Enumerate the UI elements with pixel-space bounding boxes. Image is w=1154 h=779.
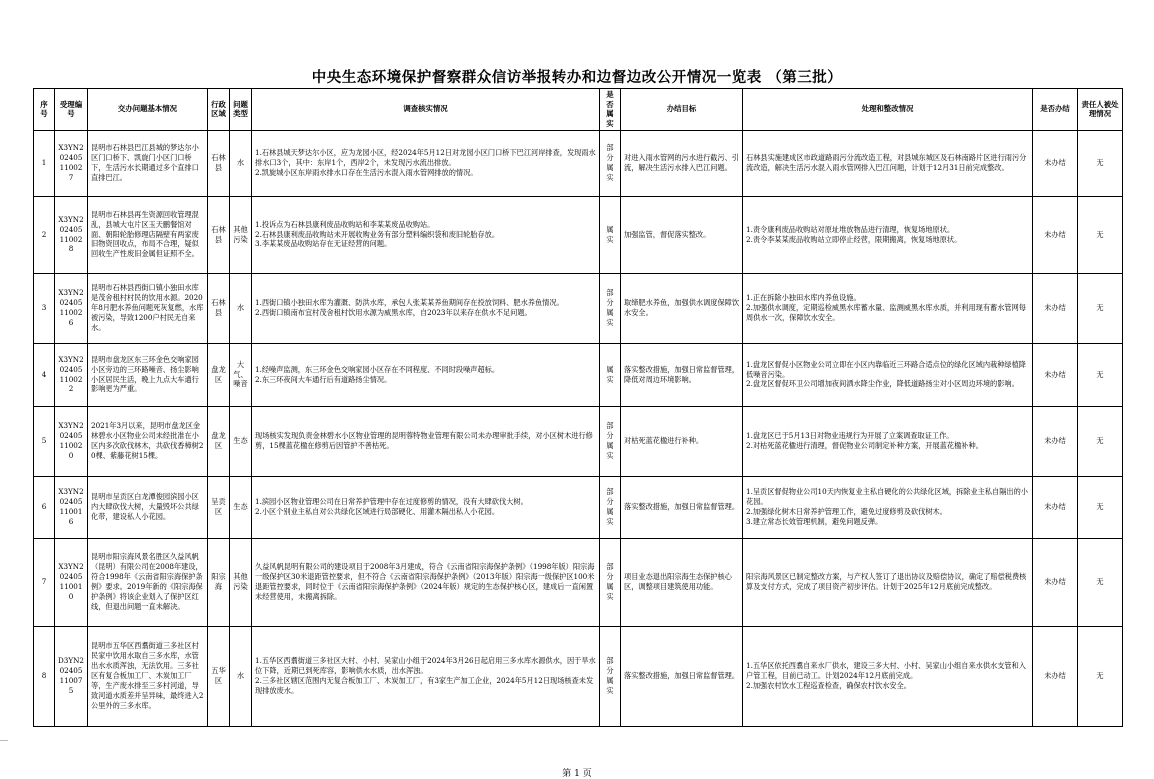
cell-investigation [252,130,600,196]
cell-region: 石林县 [208,273,230,343]
cell-goal: 对进入雨水管网的污水进行截污、引流，解决生活污水排入巴江问题。 [621,130,743,196]
cell-investigation-line: 1.滨园小区物业管理公司在日常养护管理中存在过度修剪的情况，没有大肆砍伐大树。 [255,497,528,507]
cell-handling-line: 2.对枯死蓝花楹进行清理，督促物业公司制定补种方案，开展蓝花楹补种。 [746,441,983,450]
cell-region: 盘龙区 [208,343,230,406]
cell-investigation-line: 现场核实发现负责金林碧水小区物业管理的昆明蓉特物业管理有限公司未办理审批手续，对小区树木进行修剪，15棵蓝花楹在修剪后因管护不善枯死。 [255,431,593,450]
cell-id: X3YN202405110022 [55,343,88,406]
table-row [34,406,1123,476]
cell-summary: 昆明市盘龙区东三环金色交响家园小区旁边的三环路噪音、扬尘影响小区居民生活，晚上九点大车通行影响更为严重。 [88,343,208,406]
cell-handling-line: 1.盘龙区已于5月13日对物业违规行为开展了立案调查取证工作。 [746,431,954,441]
cell-goal: 项目业态退出阳宗海生态保护核心区，调整项目建筑使用功能。 [621,538,743,626]
cell-handling-line: 2.盘龙区督促环卫公司增加夜间洒水降尘作业，降低道路扬尘对小区周边环境的影响。 [746,379,1019,389]
cell-region: 盘龙区 [208,406,230,476]
report-table [33,88,1123,727]
cell-no: 6 [34,476,55,538]
cell-verified: 部分属实 [600,406,621,476]
cell-id: X3YN202405110027 [55,130,88,196]
cell-investigation-line: 2.东三环夜间大车通行后有道路扬尘情况。 [255,374,392,384]
cell-handling-line: 3.建立常态长效管理机制，避免问题反弹。 [746,516,883,526]
cell-region: 五华区 [208,626,230,726]
header-no: 序号 [34,89,55,131]
cell-verified: 部分属实 [600,476,621,538]
cell-punished: 无 [1078,406,1123,476]
cell-closed: 未办结 [1033,406,1078,476]
cell-no: 8 [34,626,55,726]
cell-verified: 部分属实 [600,538,621,626]
header-goal: 办结目标 [621,89,743,131]
cell-summary: 昆明市石林县西街口镇小独田水库是茂舍租村村民的饮用水源。2020年8月肥水养鱼问题死灰复燃，水库被污染，导致1200户村民无自来水。 [88,273,208,343]
cell-goal: 落实整改措施，加强日常监督管理，降低对周边环境影响。 [621,343,743,406]
cell-punished: 无 [1078,538,1123,626]
cell-handling [743,196,1033,273]
cell-closed: 未办结 [1033,626,1078,726]
cell-goal: 加强监管，督促落实整改。 [621,196,743,273]
cell-no: 5 [34,406,55,476]
cell-investigation-line: 1.投诉点为石林县康利废品收购站和李某某废品收购站。 [255,219,435,229]
cell-handling [743,538,1033,626]
header-id: 受理编号 [55,89,88,131]
cell-punished: 无 [1078,130,1123,196]
cell-investigation [252,476,600,538]
edge-mark [0,740,8,741]
cell-punished: 无 [1078,196,1123,273]
cell-type: 生态 [230,476,252,538]
cell-type: 水 [230,626,252,726]
cell-id: X3YN202405110026 [55,273,88,343]
cell-investigation-line: 3.李某某废品收购站存在无证经营的问题。 [255,239,392,249]
cell-investigation-line: 2.西街口镇南布宜村茂舍租村饮用水源为威黑水库，自2023年以来存在供水不足问题。 [255,308,532,317]
cell-type: 其他污染 [230,196,252,273]
cell-no: 7 [34,538,55,626]
header-punished: 责任人被处理情况 [1078,89,1123,131]
table-row [34,273,1123,343]
cell-handling-line: 2.加强供水调度，定期巡检威黑水库蓄水量、监测威黑水库水质，并利用现有蓄水管网每周供水一次，保障饮水安全。 [746,303,1026,322]
cell-handling-line: 1.呈贡区督促物业公司10天内恢复业主私自硬化的公共绿化区域，拆除业主私自隔出的小花园。 [746,487,1028,507]
cell-investigation-line: 2.小区个别业主私自对公共绿化区域进行局部硬化、用灌木隔出私人小花园。 [255,507,500,516]
header-closed: 是否办结 [1033,89,1078,131]
cell-summary: 昆明市石林县巴江县城的梦达尔小区门口桥下、凯旋门小区门口桥下，生活污水长期通过多个直排口直排巴江。 [88,130,208,196]
header-region: 行政区域 [208,89,230,131]
cell-type: 生态 [230,406,252,476]
table-row [34,343,1123,406]
cell-summary: 昆明市阳宗海风景名胜区久益风帆（昆明）有限公司在2008年建设，符合1998年《云南省阳宗海保护条例》要求。2019年新的《阳宗海保护条例》将该企业划入了保护区红线，但退出问题一直未解决。 [88,538,208,626]
cell-summary: 昆明市五华区西翥街道三多社区村民家中饮用水取自三多水库，水管出水水质浑浊，无法饮用。三多社区有复合板加工厂、木炭加工厂等，生产废水排至三多村河道，导致河道水质差并呈异味，最终进入2公里外的三多水库。 [88,626,208,726]
cell-verified: 部分属实 [600,273,621,343]
cell-handling [743,343,1033,406]
cell-investigation-line: 1.五华区西翥街道三多社区大村、小村、吴家山小组于2024年3月26日起启用三多水库水源供水，因于旱水位下降，近期已到死库容，影响供水水质，出水浑浊。 [255,656,596,676]
cell-handling-line: 阳宗海风景区已制定整改方案，与产权人签订了退出协议及赔偿协议，确定了赔偿税费核算及支付方式，完成了项目资产初步评估。计划于2025年12月底前完成整改。 [746,572,1027,591]
cell-handling-line: 石林县实施建成区市政道路雨污分流改造工程，对县城东城区及石林南路片区进行雨污分流改造，解决生活污水混入雨水管网排入巴江问题，计划于12月31日前完成整改。 [746,153,1027,172]
cell-no: 4 [34,343,55,406]
cell-investigation [252,538,600,626]
header-investigation: 调查核实情况 [252,89,600,131]
cell-investigation [252,406,600,476]
cell-handling [743,406,1033,476]
table-row [34,538,1123,626]
cell-region: 呈贡区 [208,476,230,538]
cell-no: 2 [34,196,55,273]
cell-investigation [252,196,600,273]
cell-verified: 属实 [600,343,621,406]
cell-id: X3YN202405110020 [55,406,88,476]
cell-investigation-line: 1.石林县城天梦达尔小区，应为龙园小区，经2024年5月12日对龙园小区门口桥下巴江河岸排查，发现雨水排水口3个，其中：东岸1个，西岸2个，未发现污水流出排放。 [255,148,596,168]
cell-closed: 未办结 [1033,476,1078,538]
cell-closed: 未办结 [1033,538,1078,626]
cell-no: 3 [34,273,55,343]
page-title: 中央生态环境保护督察群众信访举报转办和边督边改公开情况一览表 （第三批） [311,69,843,86]
cell-type: 水 [230,130,252,196]
cell-investigation [252,273,600,343]
table-row [34,626,1123,726]
cell-investigation [252,626,600,726]
cell-investigation-line: 2.凯旋城小区东岸雨水排水口存在生活污水混入雨水管网排放的情况。 [255,167,478,177]
cell-punished: 无 [1078,626,1123,726]
cell-closed: 未办结 [1033,130,1078,196]
cell-closed: 未办结 [1033,273,1078,343]
cell-id: X3YN202405110016 [55,476,88,538]
cell-summary: 昆明市呈贡区白龙潭俊园滨园小区内大肆砍伐大树，大量毁坏公共绿化带，建设私人小花园。 [88,476,208,538]
table-row [34,476,1123,538]
cell-id: D3YN202405110075 [55,626,88,726]
cell-goal: 对枯死蓝花楹进行补种。 [621,406,743,476]
table-row [34,196,1123,273]
cell-closed: 未办结 [1033,343,1078,406]
cell-handling-line: 2.责令李某某废品收购站立即停止经营，限期搬离，恢复场地原状。 [746,234,962,244]
cell-handling-line: 2.加强绿化树木日常养护管理工作，避免过度修剪及砍伐树木。 [746,507,947,516]
cell-punished: 无 [1078,343,1123,406]
header-type: 问题类型 [230,89,252,131]
cell-goal: 落实整改措施，加强日常监督管理。 [621,626,743,726]
cell-investigation-line: 1.经噪声监测，东三环金色交响家园小区存在不同程度、不同时段噪声超标。 [255,364,500,374]
cell-handling [743,476,1033,538]
cell-verified: 部分属实 [600,130,621,196]
cell-punished: 无 [1078,273,1123,343]
cell-region: 阳宗海 [208,538,230,626]
cell-type: 水 [230,273,252,343]
cell-handling-line: 1.正在拆除小独田水库内养鱼设施。 [746,293,861,303]
cell-goal: 落实整改措施，加强日常监督管理。 [621,476,743,538]
cell-handling-line: 2.加强农村饮水工程巡查检查，确保农村饮水安全。 [746,680,911,690]
cell-handling [743,626,1033,726]
header-verified: 是否属实 [600,89,621,131]
cell-handling-line: 1.五华区依托西翥自来水厂供水，建设三多大村、小村、吴家山小组自来水供水支管和入户管工程，目前已动工。计划2024年12月底前完成。 [746,661,1026,681]
page-number: 第 1 页 [562,769,592,779]
cell-id: X3YN202405110028 [55,196,88,273]
cell-investigation [252,343,600,406]
table-header-row [34,89,1123,131]
cell-handling [743,273,1033,343]
cell-summary: 2021年3月以来，昆明市盘龙区金林碧水小区物业公司未经批准在小区内多次砍伐林木，共砍伐香樟树20棵、紫藤花树15棵。 [88,406,208,476]
table-row [34,130,1123,196]
cell-handling-line: 1.责令康利废品收购站对原址堆放物品进行清理，恢复场地原状。 [746,224,955,234]
cell-handling [743,130,1033,196]
cell-id: X3YN202405110010 [55,538,88,626]
cell-no: 1 [34,130,55,196]
cell-handling-line: 1.盘龙区督促小区物业公司立即在小区内靠临近三环路合适点位的绿化区域内栽种绿植降低噪音污染。 [746,359,1026,379]
cell-verified: 部分属实 [600,626,621,726]
cell-verified: 属实 [600,196,621,273]
header-summary: 交办问题基本情况 [88,89,208,131]
cell-punished: 无 [1078,476,1123,538]
cell-investigation-line: 2.石林县康利废品收购站未开展收购业务有部分塑料编织袋和废旧轮胎存放。 [255,229,500,239]
cell-type: 大气、噪音 [230,343,252,406]
header-handling: 处理和整改情况 [743,89,1033,131]
cell-closed: 未办结 [1033,196,1078,273]
cell-investigation-line: 1.西街口镇小独田水库为灌溉、防洪水库，承包人张某某养鱼期间存在投放饲料、肥水养鱼情况。 [255,298,564,308]
cell-region: 石林县 [208,196,230,273]
cell-investigation-line: 2.三多社区辖区范围内无复合板加工厂、木炭加工厂，有3家生产加工企业，2024年5月12日现场核查未发现排放废水。 [255,676,594,695]
cell-goal: 取缔肥水养鱼，加强供水调度保障饮水安全。 [621,273,743,343]
table-body [34,130,1123,726]
cell-summary: 昆明市石林县再生资源回收管理混乱，县城大屯片区玉天鹏餐馆对面、朝阳轮胎修理店隔壁有两家废旧物资回收点，布局不合理，疑似回收生产性废旧金属但证照不全。 [88,196,208,273]
cell-region: 石林县 [208,130,230,196]
cell-type: 其他污染 [230,538,252,626]
cell-investigation-line: 久益风帆昆明有限公司的建设项目于2008年3月建成，符合《云南省阳宗海保护条例》（1998年版）阳宗海一级保护区30米退距管控要求，但不符合《云南省阳宗海保护条例》（2013年版）阳宗海一级保护区100米退距管控要求，同时位于《云南省阳宗海保护条例》（2024年版）规定的生态保护核心区，建成后一直闲置未经营使用，未搬离拆除。 [255,562,595,601]
